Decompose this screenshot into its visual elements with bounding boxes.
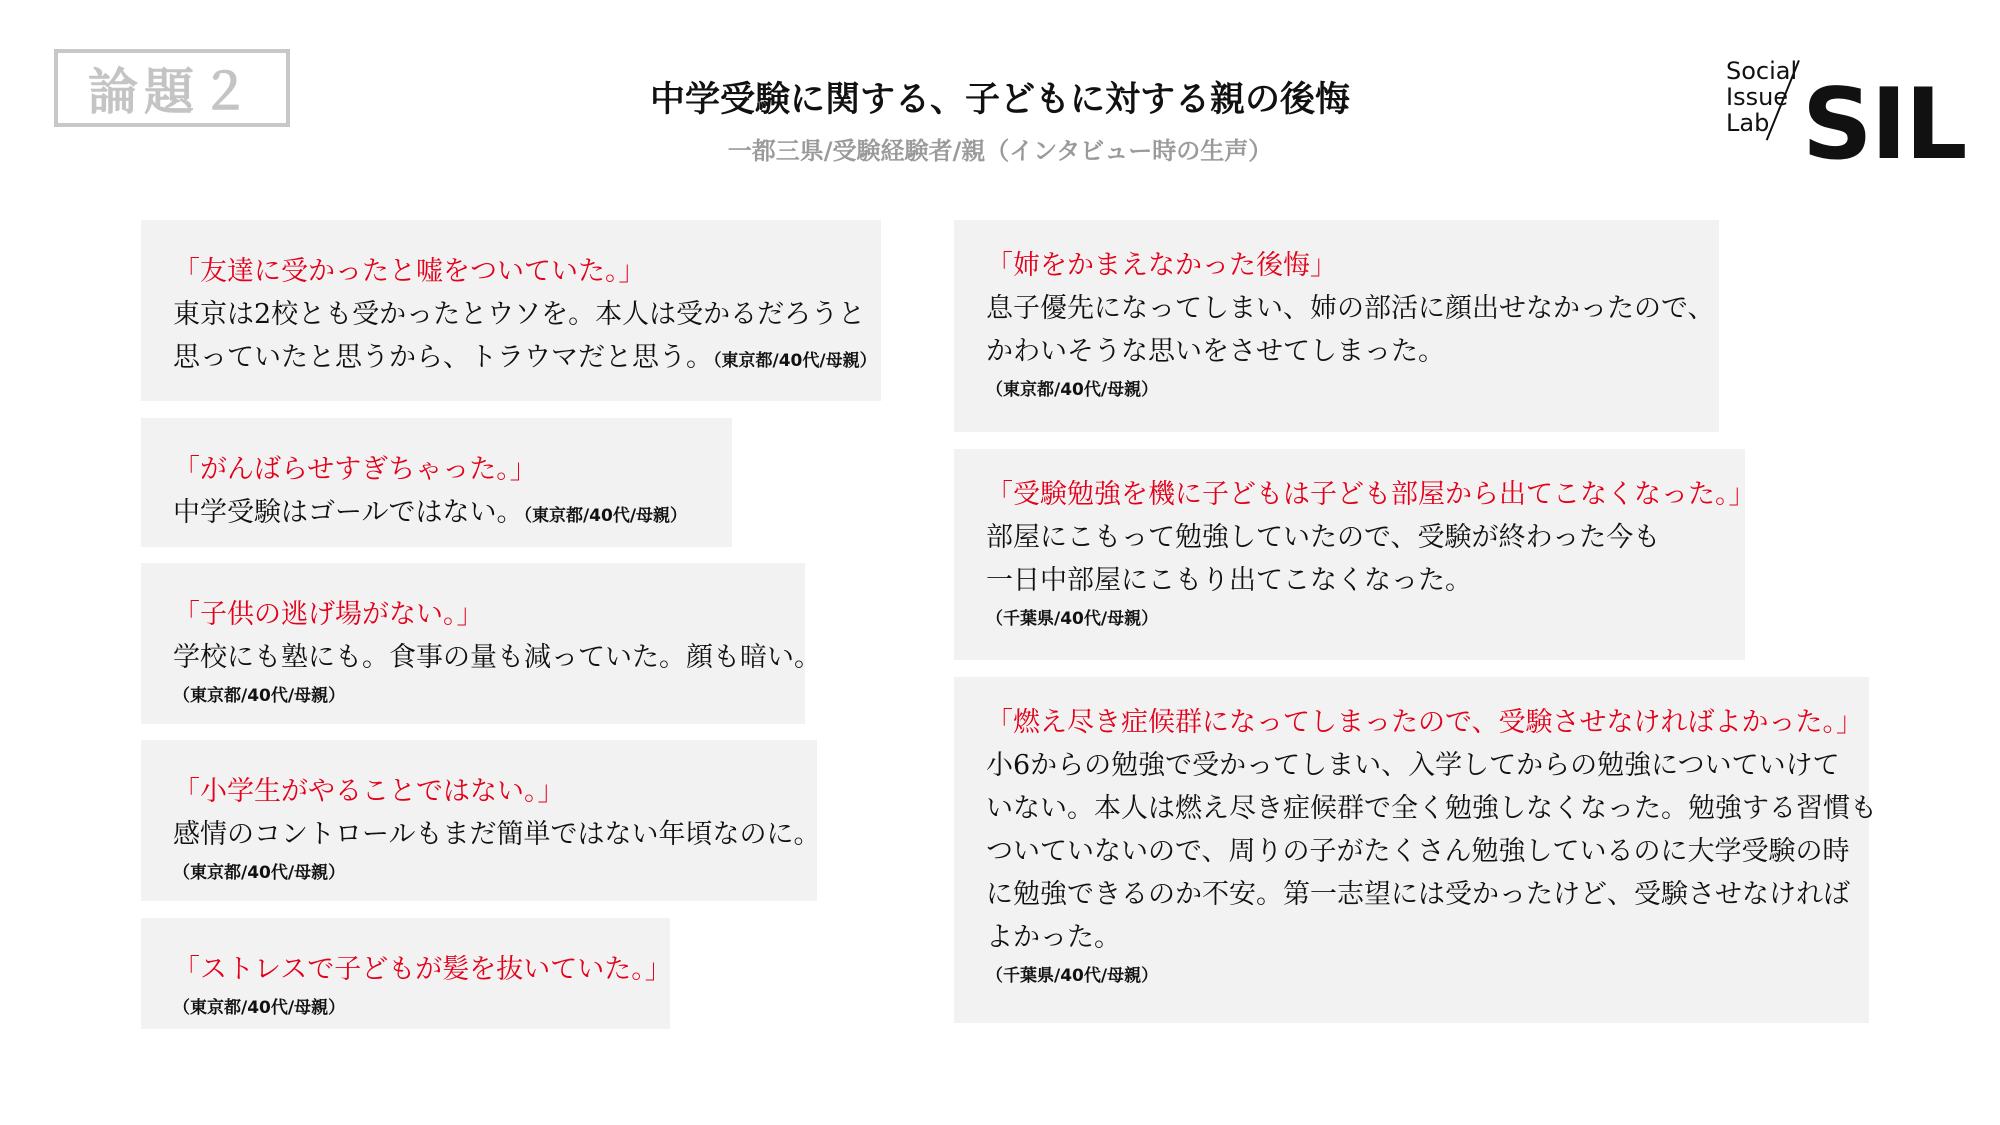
- quote-card: [141, 918, 670, 1029]
- logo-mark: SIL: [1802, 68, 1966, 182]
- quote-card: [141, 220, 881, 401]
- quote-headline: 「子供の逃げ場がない。」: [173, 599, 484, 630]
- quote-body: 一日中部屋にこもり出てこなくなった。: [986, 565, 1472, 596]
- attribution: （東京都/40代/母親）: [173, 998, 346, 1018]
- quote-card: [954, 677, 1877, 1023]
- quote-body: かわいそうな思いをさせてしまった。: [986, 336, 1445, 367]
- quote-body: ついていないので、周りの子がたくさん勉強しているのに大学受験の時: [986, 836, 1850, 867]
- quote-body: 東京は2校とも受かったとウソを。本人は受かるだろうと: [173, 299, 866, 330]
- attribution: （千葉県/40代/母親）: [986, 966, 1159, 986]
- page-title: 中学受験に関する、子どもに対する親の後悔: [649, 80, 1350, 120]
- quote-headline: 「燃え尽き症候群になってしまったので、受験させなければよかった。」: [986, 707, 1863, 738]
- quote-body: に勉強できるのか不安。第一志望には受かったけど、受験させなければ: [986, 879, 1850, 910]
- quote-body: 小6からの勉強で受かってしまい、入学してからの勉強についていけて: [986, 750, 1840, 781]
- quote-body: 部屋にこもって勉強していたので、受験が終わった今も: [986, 522, 1661, 553]
- quote-headline: 「がんばらせすぎちゃった。」: [173, 454, 537, 485]
- quote-body: 息子優先になってしまい、姉の部活に顔出せなかったので、: [986, 293, 1715, 324]
- quote-headline: 「小学生がやることではない。」: [173, 776, 565, 807]
- quote-body: 中学受験はゴールではない。: [173, 497, 524, 528]
- page-subtitle: 一都三県/受験経験者/親（インタビュー時の生声）: [727, 137, 1273, 165]
- quote-card: [954, 449, 1756, 660]
- topic-label: 論題２: [54, 49, 290, 127]
- logo-issue: Issue: [1726, 83, 1789, 111]
- quote-card: [141, 563, 821, 724]
- quote-headline: 「ストレスで子どもが髪を抜いていた。」: [173, 954, 672, 985]
- quote-body: 感情のコントロールもまだ簡単ではない年頃なのに。: [173, 819, 821, 850]
- quote-card: [141, 740, 821, 901]
- quote-body: よかった。: [986, 922, 1121, 953]
- attribution: （東京都/40代/母親）: [713, 351, 877, 371]
- quote-body: 学校にも塾にも。食事の量も減っていた。顔も暗い。: [173, 642, 821, 673]
- quote-card: [954, 220, 1719, 432]
- quote-card: [141, 418, 732, 547]
- attribution: （東京都/40代/母親）: [173, 686, 346, 706]
- attribution: （東京都/40代/母親）: [173, 863, 346, 883]
- quote-headline: 「友達に受かったと嘘をついていた。」: [173, 256, 646, 287]
- quote-headline: 「受験勉強を機に子どもは子ども部屋から出てこなくなった。」: [986, 479, 1756, 510]
- attribution: （東京都/40代/母親）: [986, 380, 1159, 400]
- sil-logo: [1722, 57, 1972, 182]
- logo-lab: Lab: [1726, 109, 1770, 137]
- attribution: （東京都/40代/母親）: [523, 506, 688, 526]
- quote-body: 思っていたと思うから、トラウマだと思う。: [173, 342, 713, 373]
- quote-headline: 「姉をかまえなかった後悔」: [986, 250, 1337, 281]
- quote-body: いない。本人は燃え尽き症候群で全く勉強しなくなった。勉強する習慣も: [986, 793, 1877, 824]
- logo-social: Social: [1726, 57, 1798, 85]
- attribution: （千葉県/40代/母親）: [986, 609, 1159, 629]
